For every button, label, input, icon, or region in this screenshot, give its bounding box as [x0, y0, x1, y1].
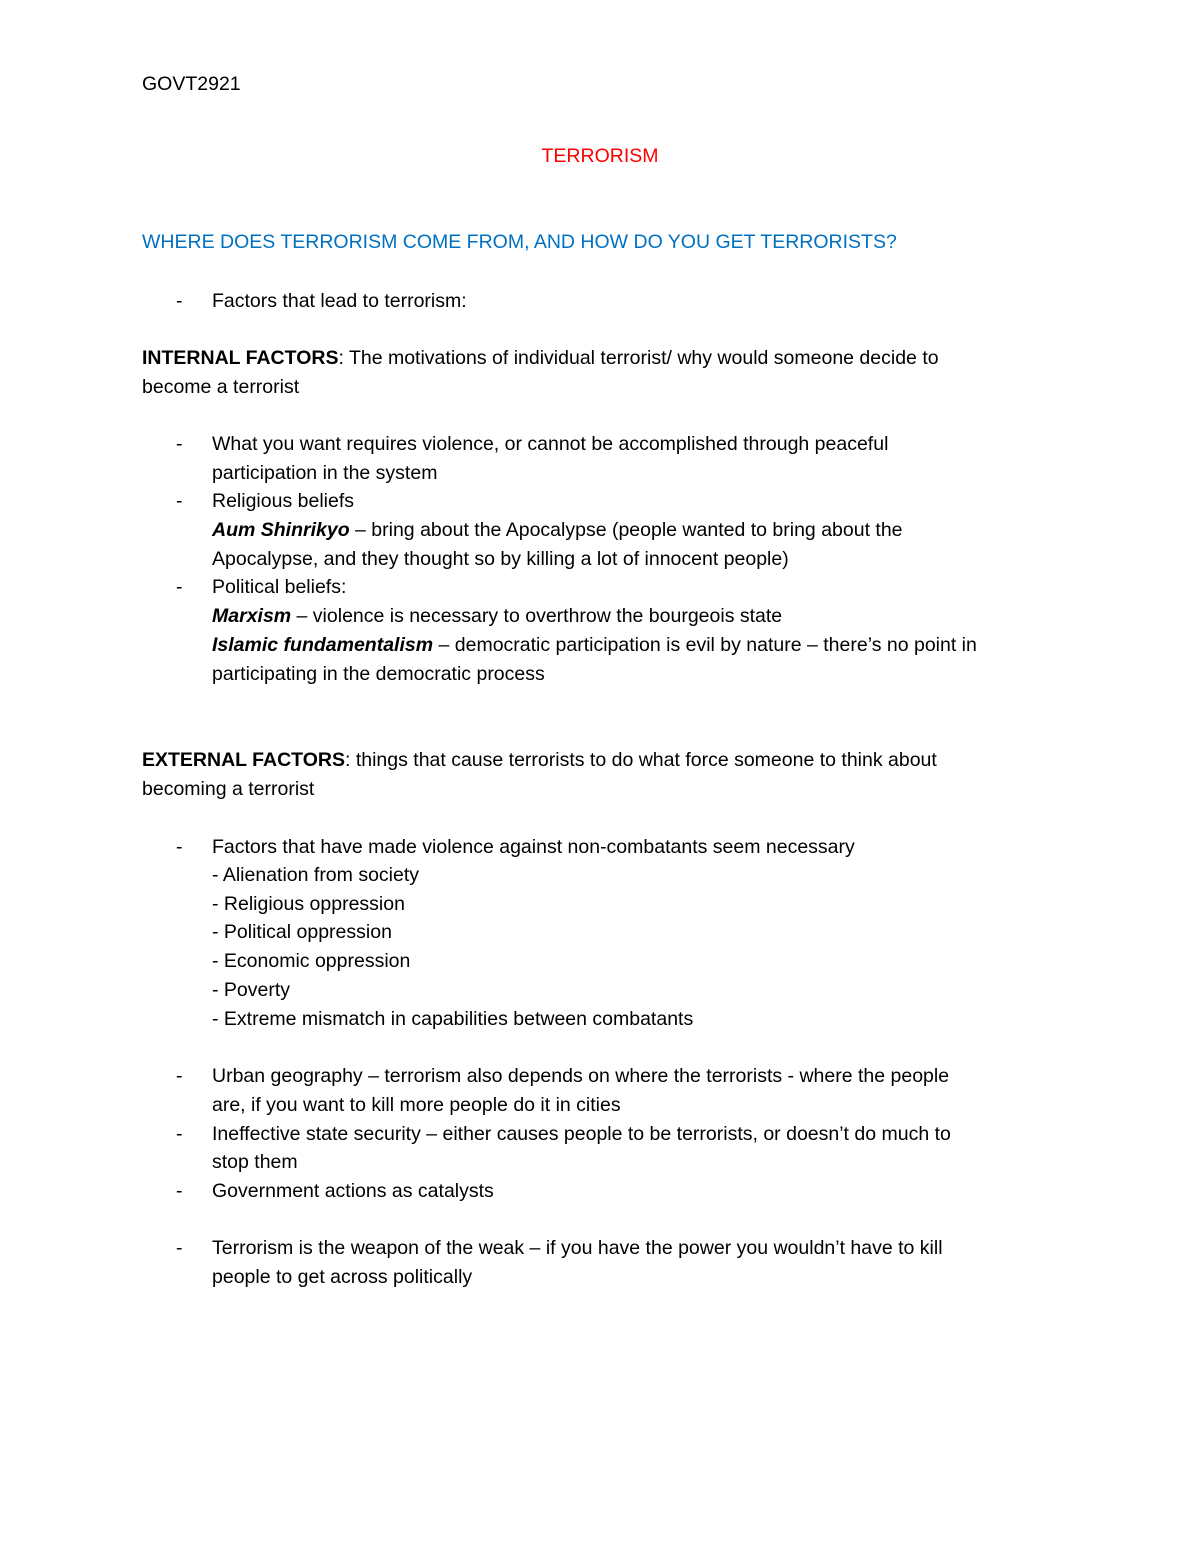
bullet-dash: -: [176, 1065, 183, 1087]
marxism-example: [212, 602, 782, 631]
internal-bullet-religious: Religious beliefs: [212, 490, 354, 512]
islamic-fundamentalism-text-cont: participating in the democratic process: [212, 663, 545, 685]
bullet-dash: -: [176, 836, 183, 858]
internal-factors-label: INTERNAL FACTORS: [142, 347, 339, 369]
external-bullet-weapon-cont: people to get across politically: [212, 1266, 473, 1288]
external-factors-text-cont: becoming a terrorist: [142, 778, 315, 800]
intro-bullet: Factors that lead to terrorism:: [212, 290, 467, 312]
marxism-term: Marxism: [212, 605, 292, 627]
islamic-fundamentalism-term: Islamic fundamentalism: [212, 634, 434, 656]
external-bullet-security: Ineffective state security – either causes people to be terrorists, or doesn’t do much to: [212, 1123, 951, 1145]
bullet-dash: -: [176, 1237, 183, 1259]
internal-bullet-political: Political beliefs:: [212, 576, 347, 598]
internal-bullet-violence: What you want requires violence, or cannot be accomplished through peaceful: [212, 433, 889, 455]
sub-item: - Extreme mismatch in capabilities between combatants: [212, 1008, 694, 1030]
aum-shinrikyo-text-cont: Apocalypse, and they thought so by killing a lot of innocent people): [212, 548, 789, 570]
internal-factors-paragraph: [142, 344, 939, 373]
sub-item: - Political oppression: [212, 921, 392, 943]
islamic-fundamentalism-example: [212, 631, 977, 660]
aum-shinrikyo-term: Aum Shinrikyo: [212, 519, 350, 541]
aum-shinrikyo-example: [212, 516, 903, 545]
page-title: TERRORISM: [541, 145, 659, 167]
internal-factors-text-cont: become a terrorist: [142, 376, 300, 398]
internal-factors-text: : The motivations of individual terrorist/ why would someone decide to: [338, 347, 939, 369]
bullet-dash: -: [176, 433, 183, 455]
bullet-dash: -: [176, 490, 183, 512]
sub-item: - Economic oppression: [212, 950, 411, 972]
sub-item: - Religious oppression: [212, 893, 405, 915]
islamic-fundamentalism-text: – democratic participation is evil by nature – there’s no point in: [433, 634, 977, 656]
bullet-dash: -: [176, 1180, 183, 1202]
external-bullet-urban: Urban geography – terrorism also depends on where the terrorists - where the people: [212, 1065, 950, 1087]
sub-item: - Poverty: [212, 979, 291, 1001]
external-bullet-factors: Factors that have made violence against non-combatants seem necessary: [212, 836, 855, 858]
bullet-dash: -: [176, 1123, 183, 1145]
external-bullet-urban-cont: are, if you want to kill more people do it in cities: [212, 1094, 621, 1116]
external-bullet-government: Government actions as catalysts: [212, 1180, 494, 1202]
external-bullet-weapon: Terrorism is the weapon of the weak – if you have the power you wouldn’t have to kill: [212, 1237, 943, 1259]
internal-bullet-violence-cont: participation in the system: [212, 462, 438, 484]
marxism-text: – violence is necessary to overthrow the bourgeois state: [291, 605, 783, 627]
aum-shinrikyo-text: – bring about the Apocalypse (people wanted to bring about the: [349, 519, 903, 541]
external-factors-paragraph: [142, 746, 937, 775]
bullet-dash: -: [176, 290, 183, 312]
section-heading: WHERE DOES TERRORISM COME FROM, AND HOW DO YOU GET TERRORISTS?: [142, 231, 897, 253]
external-factors-text: : things that cause terrorists to do what force someone to think about: [344, 749, 937, 771]
bullet-dash: -: [176, 576, 183, 598]
external-bullet-security-cont: stop them: [212, 1151, 298, 1173]
sub-item: - Alienation from society: [212, 864, 420, 886]
course-code: GOVT2921: [142, 73, 241, 95]
external-factors-label: EXTERNAL FACTORS: [142, 749, 345, 771]
